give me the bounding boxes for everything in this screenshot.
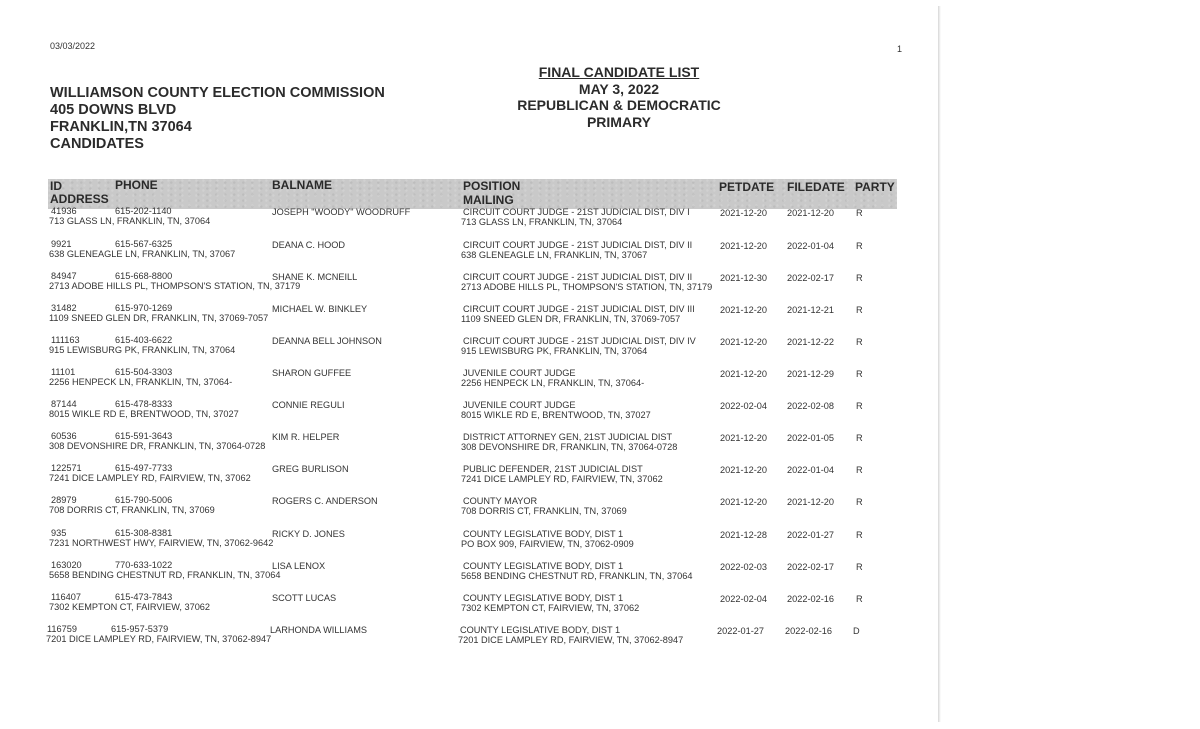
cell-petdate: 2021-12-20 [720,305,767,315]
cell-filedate: 2021-12-29 [787,369,834,379]
cell-phone: 615-202-1140 [115,206,172,216]
table-row [0,463,940,495]
cell-position: PUBLIC DEFENDER, 21ST JUDICIAL DIST [463,464,643,474]
cell-party: R [856,433,863,443]
cell-balname: RICKY D. JONES [272,529,345,539]
cell-party: R [856,305,863,315]
header-filedate: FILEDATE [787,180,845,194]
cell-filedate: 2021-12-20 [787,208,834,218]
cell-party: R [856,401,863,411]
cell-phone: 615-567-6325 [115,239,173,249]
cell-party: R [856,241,863,251]
cell-filedate: 2022-02-16 [785,626,832,636]
cell-filedate: 2022-01-27 [787,530,834,540]
table-row [0,431,940,463]
cell-filedate: 2021-12-22 [787,337,834,347]
cell-filedate: 2022-02-16 [787,594,834,604]
cell-address: 7241 DICE LAMPLEY RD, FAIRVIEW, TN, 37062 [49,473,251,483]
cell-address: 7231 NORTHWEST HWY, FAIRVIEW, TN, 37062-9642 [49,538,274,548]
cell-balname: CONNIE REGULI [272,400,345,410]
header-position: POSITION [463,179,521,193]
organization-name: WILLIAMSON COUNTY ELECTION COMMISSION [50,85,385,101]
organization-street: 405 DOWNS BLVD [50,102,177,118]
cell-mailing: 915 LEWISBURG PK, FRANKLIN, TN, 37064 [461,346,648,356]
cell-balname: GREG BURLISON [272,464,349,474]
cell-address: 7302 KEMPTON CT, FAIRVIEW, 37062 [49,602,211,612]
cell-position: COUNTY LEGISLATIVE BODY, DIST 1 [463,561,624,571]
cell-position: JUVENILE COURT JUDGE [463,400,576,410]
cell-party: R [856,497,863,507]
cell-phone: 615-403-6622 [115,335,173,345]
cell-balname: ROGERS C. ANDERSON [272,496,378,506]
cell-address: 7201 DICE LAMPLEY RD, FAIRVIEW, TN, 37062-8947 [46,634,272,644]
cell-phone: 615-970-1269 [115,303,173,313]
cell-position: CIRCUIT COURT JUDGE - 21ST JUDICIAL DIST, DIV II [463,272,693,282]
cell-mailing: PO BOX 909, FAIRVIEW, TN, 37062-0909 [461,539,634,549]
title-line-3: REPUBLICAN & DEMOCRATIC [517,97,721,113]
cell-balname: MICHAEL W. BINKLEY [272,304,368,314]
cell-id: 163020 [51,560,82,570]
cell-mailing: 1109 SNEED GLEN DR, FRANKLIN, TN, 37069-7057 [461,314,681,324]
cell-phone: 615-473-7843 [115,592,173,602]
title-line-4: PRIMARY [586,113,652,130]
table-row [0,528,940,560]
cell-petdate: 2022-01-27 [717,626,764,636]
cell-mailing: 7302 KEMPTON CT, FAIRVIEW, TN, 37062 [461,603,640,613]
cell-id: 111163 [51,335,80,345]
cell-filedate: 2022-02-17 [787,562,834,572]
cell-petdate: 2021-12-20 [720,369,767,379]
cell-filedate: 2022-01-04 [787,241,834,251]
cell-balname: SHANE K. MCNEILL [272,272,358,282]
table-row [0,560,940,592]
cell-petdate: 2021-12-30 [720,273,767,283]
cell-phone: 615-668-8800 [115,271,173,281]
cell-phone: 770-633-1022 [115,560,173,570]
cell-mailing: 7201 DICE LAMPLEY RD, FAIRVIEW, TN, 37062-8947 [458,635,684,645]
table-row [0,624,940,656]
table-row [0,367,940,399]
cell-address: 713 GLASS LN, FRANKLIN, TN, 37064 [49,216,211,226]
cell-phone: 615-504-3303 [115,367,173,377]
cell-address: 638 GLENEAGLE LN, FRANKLIN, TN, 37067 [49,249,236,259]
cell-filedate: 2021-12-20 [787,497,834,507]
organization-city: FRANKLIN,TN 37064 [50,119,192,135]
cell-mailing: 638 GLENEAGLE LN, FRANKLIN, TN, 37067 [461,250,648,260]
header-id: ID [50,179,62,193]
cell-position: CIRCUIT COURT JUDGE - 21ST JUDICIAL DIST, DIV III [463,304,695,314]
cell-filedate: 2022-01-05 [787,433,834,443]
cell-party: R [856,208,863,218]
table-row [0,592,940,624]
cell-address: 915 LEWISBURG PK, FRANKLIN, TN, 37064 [49,345,236,355]
header-balname: BALNAME [272,178,332,192]
cell-mailing: 8015 WIKLE RD E, BRENTWOOD, TN, 37027 [461,410,651,420]
table-row [0,495,940,527]
cell-phone: 615-957-5379 [111,624,169,634]
cell-party: R [856,465,863,475]
cell-position: CIRCUIT COURT JUDGE - 21ST JUDICIAL DIST, DIV I [463,207,690,217]
cell-phone: 615-478-8333 [115,399,173,409]
cell-mailing: 2713 ADOBE HILLS PL, THOMPSON'S STATION, TN, 37179 [461,282,713,292]
cell-party: D [853,626,860,636]
cell-position: CIRCUIT COURT JUDGE - 21ST JUDICIAL DIST, DIV IV [463,336,696,346]
cell-phone: 615-591-3643 [115,431,173,441]
cell-phone: 615-308-8381 [115,528,173,538]
cell-party: R [856,562,863,572]
cell-party: R [856,369,863,379]
header-address: ADDRESS [50,192,109,206]
cell-filedate: 2022-02-08 [787,401,834,411]
cell-balname: JOSEPH "WOODY" WOODRUFF [272,207,411,217]
cell-position: COUNTY LEGISLATIVE BODY, DIST 1 [460,625,621,635]
cell-id: 935 [51,528,67,538]
cell-address: 8015 WIKLE RD E, BRENTWOOD, TN, 37027 [49,409,239,419]
table-row [0,239,940,271]
cell-petdate: 2021-12-20 [720,497,767,507]
cell-balname: DEANA C. HOOD [272,240,346,250]
cell-address: 708 DORRIS CT, FRANKLIN, TN, 37069 [49,505,215,515]
cell-balname: SHARON GUFFEE [272,368,352,378]
organization-subtitle: CANDIDATES [50,136,144,152]
cell-id: 9921 [51,239,72,249]
cell-petdate: 2021-12-20 [720,337,767,347]
cell-balname: SCOTT LUCAS [272,593,337,603]
cell-petdate: 2021-12-20 [720,241,767,251]
cell-position: DISTRICT ATTORNEY GEN, 21ST JUDICIAL DIST [463,432,673,442]
cell-phone: 615-497-7733 [115,463,173,473]
header-party: PARTY [855,180,895,194]
header-petdate: PETDATE [719,180,775,194]
cell-petdate: 2022-02-03 [720,562,767,572]
table-row [0,206,940,238]
table-row [0,399,940,431]
cell-position: COUNTY MAYOR [463,496,538,506]
cell-id: 41936 [51,206,77,216]
document-title [500,64,738,130]
cell-petdate: 2022-02-04 [720,594,767,604]
cell-party: R [856,594,863,604]
cell-balname: DEANNA BELL JOHNSON [272,336,382,346]
cell-mailing: 308 DEVONSHIRE DR, FRANKLIN, TN, 37064-0728 [461,442,678,452]
cell-address: 5658 BENDING CHESTNUT RD, FRANKLIN, TN, 37064 [49,570,281,580]
print-date: 03/03/2022 [50,41,96,51]
cell-petdate: 2022-02-04 [720,401,767,411]
cell-mailing: 708 DORRIS CT, FRANKLIN, TN, 37069 [461,506,627,516]
cell-id: 28979 [51,495,77,505]
cell-address: 1109 SNEED GLEN DR, FRANKLIN, TN, 37069-7057 [49,313,269,323]
cell-filedate: 2022-01-04 [787,465,834,475]
header-mailing: MAILING [463,193,514,207]
cell-id: 60536 [51,431,77,441]
table-row [0,335,940,367]
table-row [0,271,940,303]
cell-petdate: 2021-12-20 [720,465,767,475]
cell-mailing: 713 GLASS LN, FRANKLIN, TN, 37064 [461,217,623,227]
cell-filedate: 2021-12-21 [787,305,834,315]
organization-block [50,85,385,153]
cell-balname: LARHONDA WILLIAMS [270,625,368,635]
cell-balname: KIM R. HELPER [272,432,340,442]
cell-position: COUNTY LEGISLATIVE BODY, DIST 1 [463,593,624,603]
cell-phone: 615-790-5006 [115,495,173,505]
cell-petdate: 2021-12-20 [720,208,767,218]
cell-party: R [856,273,863,283]
cell-petdate: 2021-12-28 [720,530,767,540]
cell-mailing: 5658 BENDING CHESTNUT RD, FRANKLIN, TN, 37064 [461,571,693,581]
cell-id: 116759 [47,624,77,634]
cell-balname: LISA LENOX [272,561,326,571]
cell-party: R [856,337,863,347]
cell-address: 308 DEVONSHIRE DR, FRANKLIN, TN, 37064-0728 [49,441,266,451]
cell-id: 11101 [51,367,76,377]
cell-position: JUVENILE COURT JUDGE [463,368,576,378]
cell-mailing: 7241 DICE LAMPLEY RD, FAIRVIEW, TN, 37062 [461,474,663,484]
header-phone: PHONE [115,178,158,192]
cell-address: 2256 HENPECK LN, FRANKLIN, TN, 37064- [49,377,233,387]
cell-petdate: 2021-12-20 [720,433,767,443]
cell-address: 2713 ADOBE HILLS PL, THOMPSON'S STATION, TN, 37179 [49,281,301,291]
title-line-1: FINAL CANDIDATE LIST [538,64,700,80]
cell-filedate: 2022-02-17 [787,273,834,283]
table-row [0,303,940,335]
cell-party: R [856,530,863,540]
page-number: 1 [897,44,903,54]
cell-id: 116407 [51,592,81,602]
cell-mailing: 2256 HENPECK LN, FRANKLIN, TN, 37064- [461,378,645,388]
cell-id: 122571 [51,463,82,473]
cell-position: CIRCUIT COURT JUDGE - 21ST JUDICIAL DIST, DIV II [463,240,693,250]
title-line-2: MAY 3, 2022 [578,80,660,97]
cell-id: 31482 [51,303,77,313]
cell-id: 87144 [51,399,77,409]
cell-position: COUNTY LEGISLATIVE BODY, DIST 1 [463,529,624,539]
cell-id: 84947 [51,271,77,281]
